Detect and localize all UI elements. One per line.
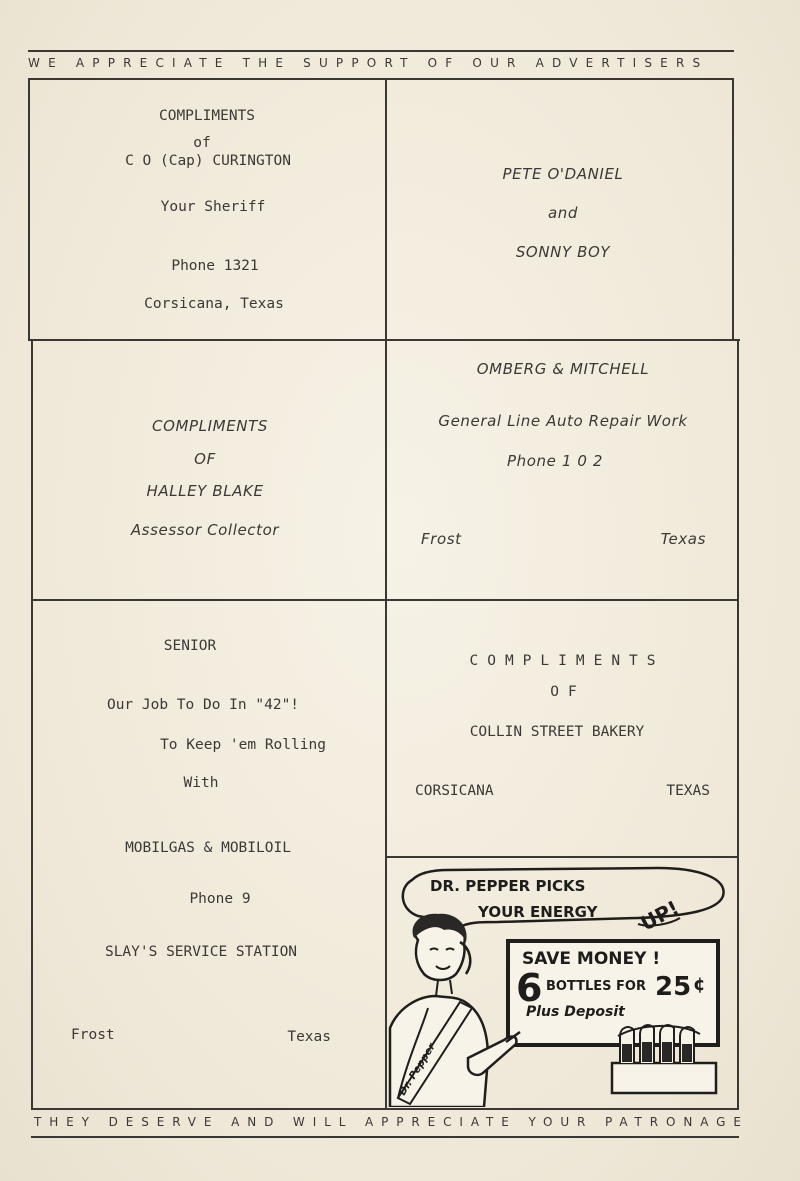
- sign-price: 25: [655, 972, 692, 1002]
- grid-left-border: [28, 78, 30, 340]
- ad-slay-senior: SENIOR: [163, 638, 217, 654]
- ad-curington-city: Corsicana, Texas: [144, 296, 284, 312]
- ad-curington-phone: Phone 1321: [171, 258, 259, 274]
- ad-blake-name: HALLEY BLAKE: [146, 482, 264, 500]
- grid-right-border: [732, 78, 734, 340]
- ad-bakery-state: TEXAS: [666, 783, 710, 799]
- ad-odaniel-name: PETE O'DANIEL: [502, 165, 624, 183]
- ad-curington-title: Your Sheriff: [160, 199, 266, 215]
- ad-omberg-service: General Line Auto Repair Work: [438, 412, 688, 430]
- ad-omberg-city: Frost: [421, 530, 462, 548]
- grid-row-divider-1: [28, 339, 740, 341]
- ad-slay-job: Our Job To Do In "42"!: [106, 697, 300, 713]
- ad-slay-station: SLAY'S SERVICE STATION: [104, 944, 298, 960]
- sash-text: Dr. Pepper: [397, 1041, 438, 1098]
- ad-blake-of: OF: [194, 450, 216, 468]
- sign-number: 6: [516, 966, 543, 1010]
- sign-cents: ¢: [693, 974, 706, 995]
- ad-bakery-compliments: COMPLIMENTS: [469, 653, 665, 669]
- banner-top-rule: [28, 50, 734, 52]
- ad-slay-with: With: [183, 775, 219, 791]
- sign-save-money: SAVE MONEY !: [522, 949, 661, 969]
- grid-center-divider: [385, 78, 387, 1110]
- ad-drpepper: [388, 858, 737, 1107]
- grid-top-border: [28, 78, 734, 80]
- ad-blake-compliments: COMPLIMENTS: [152, 417, 268, 435]
- drpepper-illustration: [388, 858, 737, 1107]
- grid-bottom-border: [31, 1108, 739, 1110]
- ad-bakery-name: COLLIN STREET BAKERY: [469, 724, 645, 740]
- banner-bottom-rule: [31, 1136, 739, 1138]
- ad-slay-products: MOBILGAS & MOBILOIL: [125, 840, 291, 856]
- ad-curington-of: of: [193, 135, 211, 151]
- ad-odaniel-and: and: [547, 204, 579, 222]
- ad-omberg-phone: Phone 1 0 2: [507, 452, 603, 470]
- ad-odaniel-sonny: SONNY BOY: [515, 243, 611, 261]
- ad-curington-name: C O (Cap) CURINGTON: [125, 153, 291, 169]
- bubble-line1: DR. PEPPER PICKS: [430, 877, 586, 895]
- grid-left-border-lower: [31, 340, 33, 1110]
- ad-bakery-city: CORSICANA: [415, 783, 494, 799]
- bubble-up: UP!: [636, 895, 683, 936]
- banner-top-text: WE APPRECIATE THE SUPPORT OF OUR ADVERTISERS: [28, 56, 709, 70]
- grid-row-divider-2: [31, 599, 739, 601]
- ad-omberg-state: Texas: [660, 530, 706, 548]
- sign-deposit: Plus Deposit: [526, 1004, 625, 1020]
- bubble-line2: YOUR ENERGY: [478, 903, 598, 921]
- banner-bottom-text: THEY DESERVE AND WILL APPRECIATE YOUR PATRONAGE: [34, 1115, 749, 1129]
- ad-omberg-name: OMBERG & MITCHELL: [476, 360, 650, 378]
- ad-bakery-of: OF: [550, 684, 586, 700]
- ad-slay-phone: Phone 9: [189, 891, 251, 907]
- ad-slay-rolling: To Keep 'em Rolling: [160, 737, 326, 753]
- ad-blake-title: Assessor Collector: [130, 521, 280, 539]
- sign-bottles-for: BOTTLES FOR: [546, 979, 646, 994]
- ad-curington-compliments: COMPLIMENTS: [158, 108, 256, 124]
- ad-slay-city: Frost: [71, 1027, 115, 1043]
- grid-right-border-lower: [737, 340, 739, 1110]
- ad-slay-state: Texas: [287, 1029, 331, 1045]
